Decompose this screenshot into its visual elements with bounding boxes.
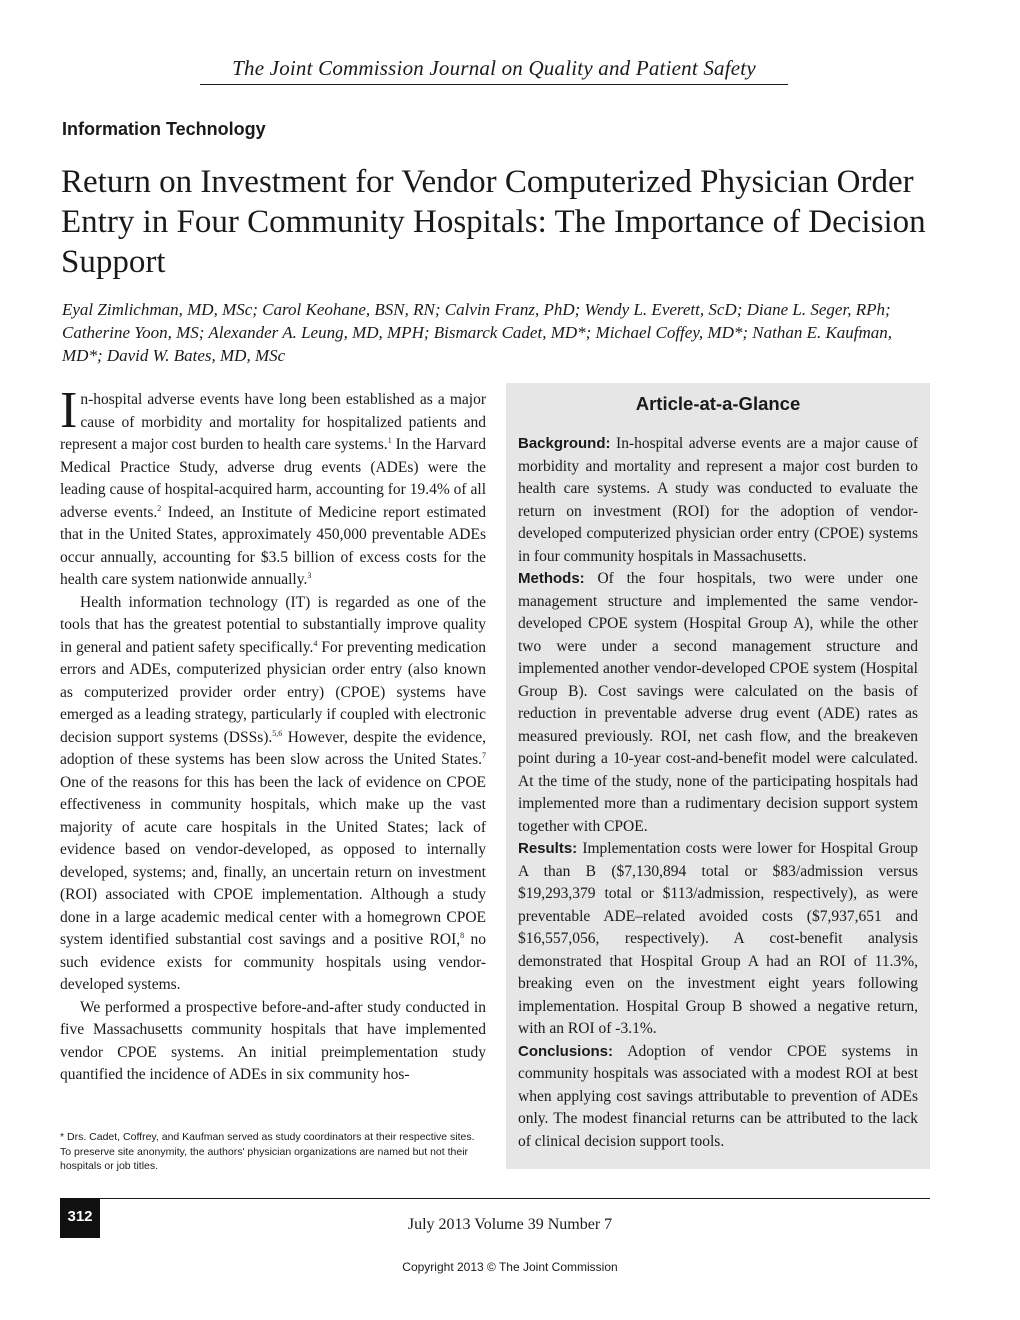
page-number: 312 — [60, 1198, 100, 1238]
drop-cap: I — [60, 382, 78, 439]
citation-ref: 4 — [313, 638, 318, 648]
body-text: no such evidence exists for community hospitals using vendor-developed systems. — [60, 931, 486, 993]
glance-conclusions-text: Adoption of vendor CPOE systems in community hospitals was associated with a modest ROI at best when applying cost savings attributable to prevention of ADEs only. The modest financial returns can be attributed to the lack of clinical decision support tools. — [518, 1042, 918, 1150]
body-text-column — [60, 382, 486, 1087]
body-text: For preventing medication errors and ADEs, computerized physician order entry (also known as computerized provider order entry) (CPOE) systems have emerged as a leading strategy, particularly if coupled with electronic decision support systems (DSSs). — [60, 638, 486, 746]
citation-ref: 7 — [482, 750, 486, 760]
glance-results-text: Implementation costs were lower for Hospital Group A than B ($7,130,894 total or $83/admission versus $19,293,379 total or $113/admission, respectively), as were preventable ADE–related avoided costs ($7,937,651 and $16,557,056, respectively). A cost-benefit analysis demonstrated that Hospital Group A had an ROI of 11.3%, breaking even on the investment eight years following implementation. Hospital Group B showed a negative return, with an ROI of -3.1%. — [518, 840, 918, 1037]
glance-methods-text: Of the four hospitals, two were under one management structure and implemented the same vendor-developed CPOE system (Hospital Group A), while the other two were under a second management structure and implemented another vendor-developed CPOE system (Hospital Group B). Cost savings were calculated on the basis of reduction in preventable adverse drug event (ADE) rates as measured previously. ROI, net cash flow, and the breakeven point during a 10-year cost-and-benefit model were calculated. At the time of the study, none of the participating hospitals had implemented more than a rudimentary decision support system together with CPOE. — [518, 570, 918, 835]
glance-conclusions — [518, 1041, 918, 1154]
article-at-a-glance-box — [506, 383, 930, 1169]
glance-background-label: Background: — [518, 435, 611, 452]
glance-results — [518, 838, 918, 1041]
body-text: Health information technology (IT) is regarded as one of the tools that has the greatest potential to substantially improve quality in general and patient safety specifically. — [60, 593, 486, 656]
citation-ref: 3 — [307, 570, 312, 580]
author-list: Eyal Zimlichman, MD, MSc; Carol Keohane, BSN, RN; Calvin Franz, PhD; Wendy L. Everett, ScD; Diane L. Seger, RPh; Catherine Yoon, MS; Alexander A. Leung, MD, MPH; Bismarck Cadet, MD*; Michael Coffey, MD*; Nathan E. Kaufman, MD*; David W. Bates, MD, MSc — [62, 300, 893, 365]
glance-conclusions-label: Conclusions: — [518, 1042, 614, 1060]
article-title: Return on Investment for Vendor Computerized Physician Order Entry in Four Community Hospitals: The Importance of Decision Support — [61, 164, 926, 280]
glance-title: Article-at-a-Glance — [635, 393, 801, 414]
body-text: In the Harvard Medical Practice Study, adverse drug events (ADEs) were the leading cause of hospital-acquired harm, accounting for 19.4% of all adverse events. — [60, 436, 486, 521]
glance-methods-label: Methods: — [518, 570, 585, 587]
body-text: Indeed, an Institute of Medicine report estimated that in the United States, approximately 450,000 preventable ADEs occur annually, accounting for $3.5 billion of excess costs for the health care system nationwide annually. — [60, 503, 486, 588]
body-text: However, despite the evidence, adoption of these systems has been slow across the United States. — [60, 728, 486, 768]
footer-divider — [60, 1198, 930, 1199]
section-label: Information Technology — [62, 119, 266, 139]
copyright-notice: Copyright 2013 © The Joint Commission — [402, 1260, 618, 1274]
body-text: One of the reasons for this has been the lack of evidence on CPOE effectiveness in community hospitals, which make up the vast majority of acute care hospitals in the United States; lack of evidence based on vendor-developed, as opposed to internally developed, systems; and, finally, an uncertain return on investment (ROI) associated with CPOE implementation. Although a study done in a large academic medical center with a homegrown CPOE system identified substantial cost savings and a positive ROI, — [60, 773, 486, 948]
glance-background-text: In-hospital adverse events are a major cause of morbidity and mortality and represent a major cost burden to health care systems. A study was conducted to evaluate the return on investment (ROI) for the adoption of vendor-developed computerized physician order entry (CPOE) systems in four community hospitals in Massachusetts. — [518, 435, 918, 565]
glance-background — [518, 433, 918, 568]
citation-ref: 1 — [387, 435, 392, 445]
body-paragraph-3: We performed a prospective before-and-after study conducted in five Massachusetts community hospitals that have implemented vendor CPOE systems. An initial preimplementation study quantified the incidence of ADEs in six community hos- — [60, 998, 486, 1083]
author-footnote: * Drs. Cadet, Coffrey, and Kaufman served as study coordinators at their respective sites. To preserve site anonymity, the authors' physician organizations are named but not their hospitals or job titles. — [60, 1131, 475, 1172]
issue-info: July 2013 Volume 39 Number 7 — [407, 1216, 613, 1233]
glance-methods — [518, 568, 918, 838]
body-text: n-hospital adverse events have long been established as a major cause of morbidity and mortality for hospitalized patients and represent a major cost burden to health care systems. — [60, 391, 486, 453]
journal-header: The Joint Commission Journal on Quality and Patient Safety — [200, 56, 788, 85]
glance-results-label: Results: — [518, 840, 578, 857]
citation-ref: 5,6 — [272, 728, 283, 738]
citation-ref: 8 — [460, 930, 465, 940]
body-paragraph-1 — [60, 382, 486, 592]
body-paragraph-2 — [60, 592, 486, 997]
citation-ref: 2 — [157, 503, 162, 513]
